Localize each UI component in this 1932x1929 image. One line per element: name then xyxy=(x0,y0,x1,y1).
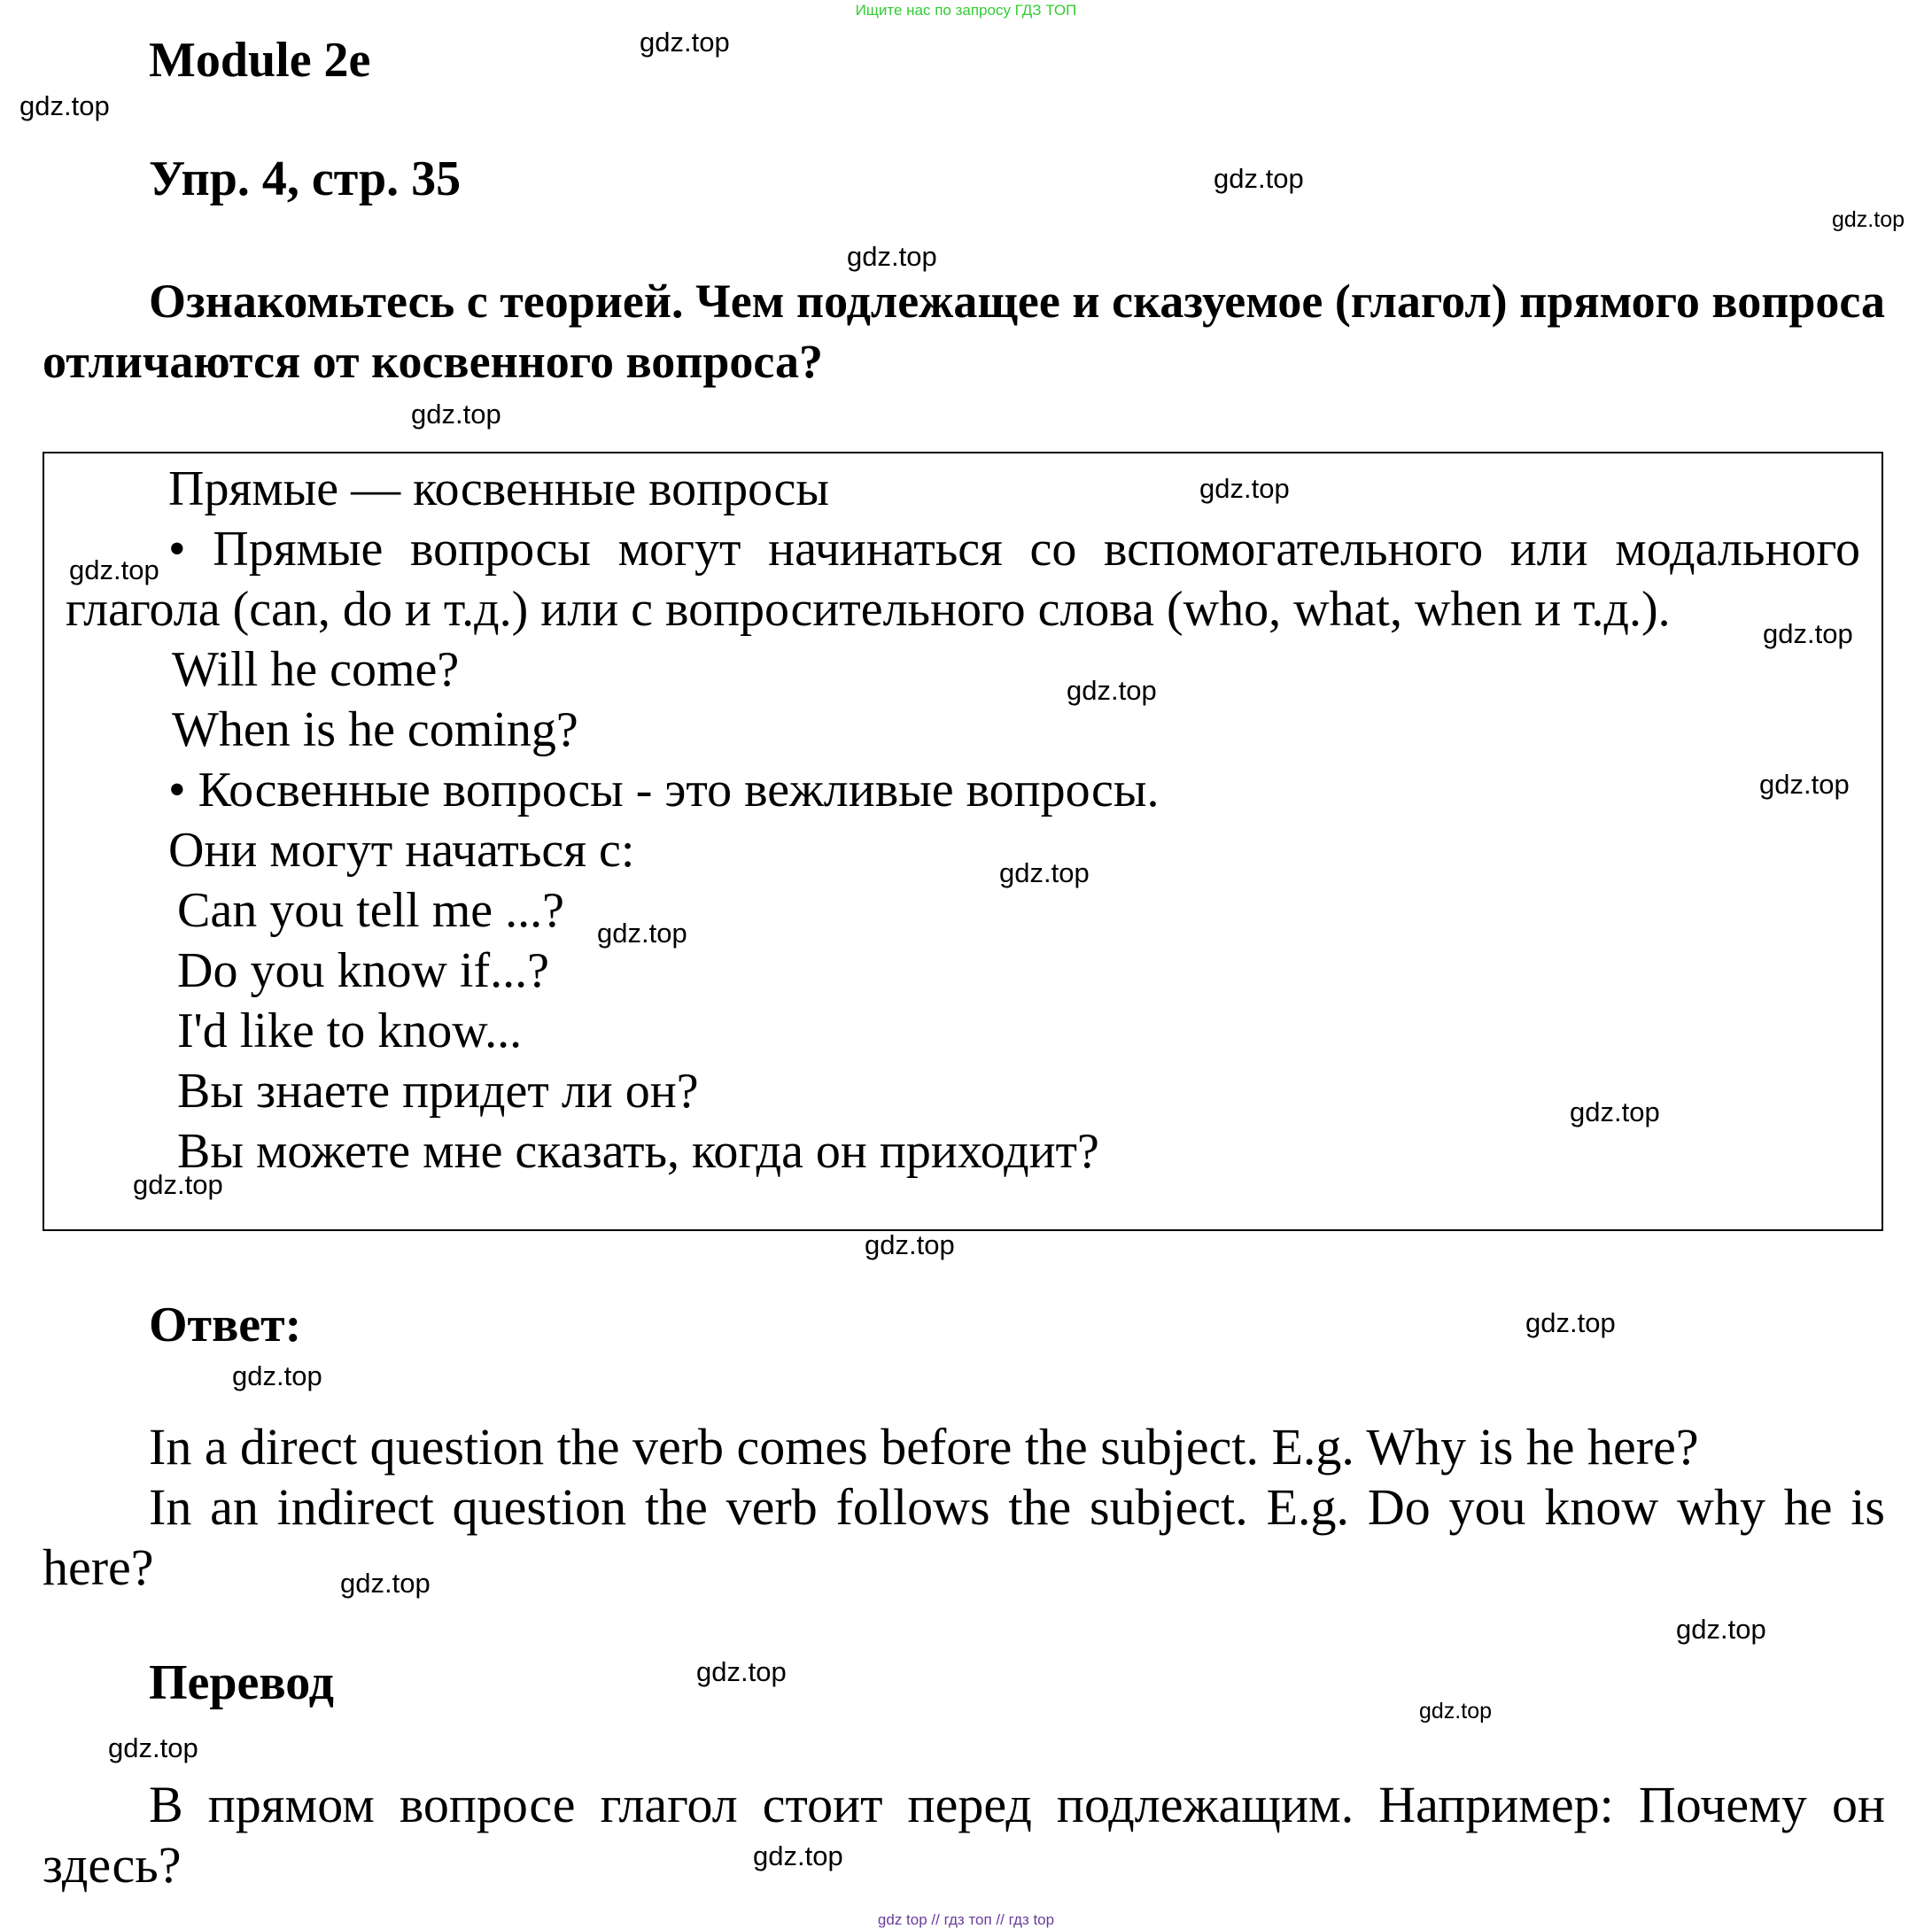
watermark: gdz.top xyxy=(133,1169,223,1200)
watermark: gdz.top xyxy=(696,1656,787,1687)
theory-example-3: Вы знаете придет ли он? xyxy=(177,1064,699,1119)
watermark: gdz.top xyxy=(1676,1614,1766,1645)
answer-line-2: In an indirect question the verb follows the subject. E.g. Do you know why he is here? xyxy=(43,1478,1885,1596)
watermark: gdz.top xyxy=(1525,1307,1616,1338)
watermark: gdz.top xyxy=(1214,163,1304,194)
watermark: gdz.top xyxy=(1759,769,1850,800)
theory-example-1: Will he come? xyxy=(172,642,460,697)
exercise-heading: Упр. 4, стр. 35 xyxy=(149,151,462,206)
watermark: gdz.top xyxy=(411,399,501,430)
answer-heading: Ответ: xyxy=(149,1298,302,1352)
watermark: gdz.top xyxy=(1832,207,1905,232)
watermark: gdz.top xyxy=(340,1568,431,1599)
translation-line-1: В прямом вопросе глагол стоит перед подлежащим. Например: Почему он здесь? xyxy=(43,1776,1885,1894)
theory-starter-1: Can you tell me ...? xyxy=(177,883,565,938)
watermark: gdz.top xyxy=(19,90,110,121)
theory-intro: Они могут начаться с: xyxy=(168,823,635,878)
watermark: gdz.top xyxy=(1067,675,1157,706)
watermark: gdz.top xyxy=(865,1229,955,1260)
theory-bullet-direct: • Прямые вопросы могут начинаться со вспомогательного или модального глагола (can, do и т.д.) или с вопросительного слова (who, what, when и т.д.). xyxy=(66,522,1860,637)
watermark: gdz.top xyxy=(1199,473,1290,504)
theory-title: Прямые — косвенные вопросы xyxy=(168,461,830,516)
bottom-banner: gdz top // гдз топ // гдз top xyxy=(877,1911,1055,1928)
watermark: gdz.top xyxy=(640,27,730,58)
task-text: Ознакомьтесь с теорией. Чем подлежащее и сказуемое (глагол) прямого вопроса отличаются от косвенного вопроса? xyxy=(43,275,1885,388)
watermark: gdz.top xyxy=(597,918,687,949)
theory-example-4: Вы можете мне сказать, когда он приходит? xyxy=(177,1124,1099,1179)
theory-starter-3: I'd like to know... xyxy=(177,1003,523,1058)
watermark: gdz.top xyxy=(108,1732,198,1763)
watermark: gdz.top xyxy=(1419,1699,1493,1724)
watermark: gdz.top xyxy=(1763,618,1853,649)
theory-starter-2: Do you know if...? xyxy=(177,943,549,998)
module-heading: Module 2e xyxy=(149,33,371,88)
translation-heading: Перевод xyxy=(149,1655,334,1710)
theory-example-2: When is he coming? xyxy=(172,702,578,757)
answer-line-1: In a direct question the verb comes before the subject. E.g. Why is he here? xyxy=(149,1418,1699,1476)
watermark: gdz.top xyxy=(847,241,937,272)
watermark: gdz.top xyxy=(69,554,159,585)
watermark: gdz.top xyxy=(232,1360,322,1391)
theory-bullet-indirect: • Косвенные вопросы - это вежливые вопросы. xyxy=(168,763,1160,817)
watermark: gdz.top xyxy=(999,857,1090,888)
watermark: gdz.top xyxy=(1570,1096,1660,1127)
top-banner: Ищите нас по запросу ГДЗ ТОП xyxy=(855,2,1077,19)
watermark: gdz.top xyxy=(753,1840,843,1871)
